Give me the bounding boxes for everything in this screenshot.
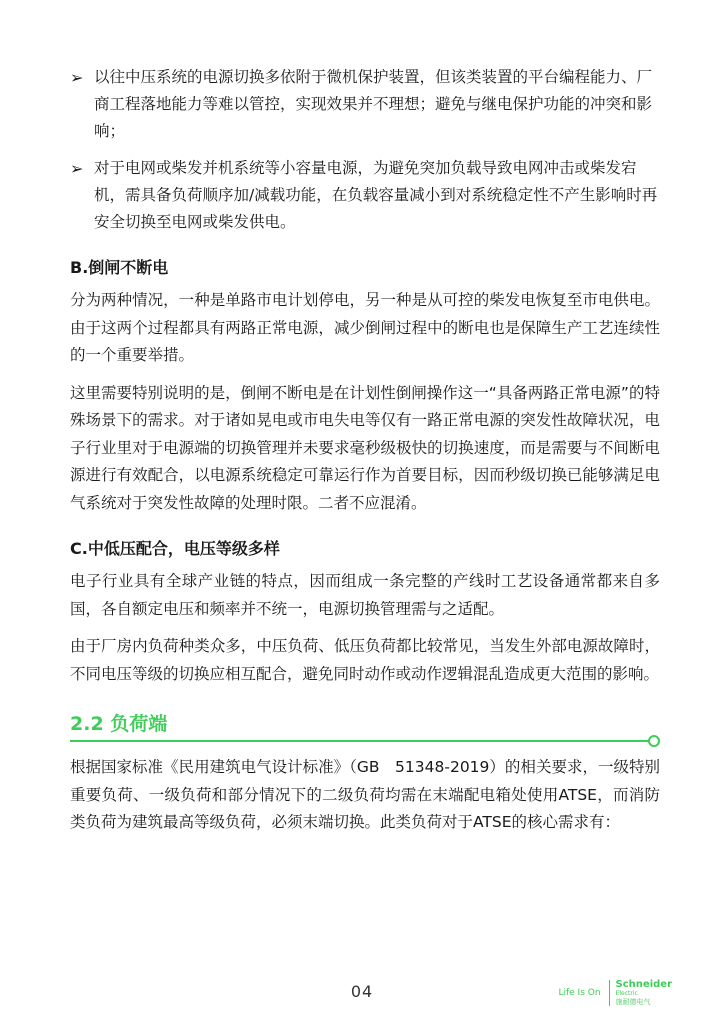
section-divider-line — [70, 740, 652, 742]
bullet-text: 对于电网或柴发并机系统等小容量电源，为避免突加负载导致电网冲击或柴发宕机，需具备负荷顺序加/减载功能，在负载容量减小到对系统稳定性不产生影响时再安全切换至电网或柴发供电。 — [94, 159, 658, 231]
section-b-heading: B.倒闸不断电 — [70, 258, 169, 277]
section-b-paragraph: 分为两种情况，一种是单路市电计划停电，另一种是从可控的柴发电恢复至市电供电。由于这两个过程都具有两路正常电源，减少倒闸过程中的断电也是保障生产工艺连续性的一个重要举措。 — [70, 291, 660, 364]
section-c-heading: C.中低压配合，电压等级多样 — [70, 539, 280, 558]
brand-subname: Electric — [615, 990, 638, 997]
schneider-logo — [616, 980, 672, 1006]
section-22-paragraph: 根据国家标准《民用建筑电气设计标准》（GB 51348-2019）的相关要求，一级特别重要负荷、一级负荷和部分情况下的二级负荷均需在末端配电箱处使用ATSE，而消防类负荷为建筑最高等级负荷，必须末端切换。此类负荷对于ATSE的核心需求有： — [70, 758, 660, 831]
brand-name: Schneider — [615, 979, 672, 990]
footer-logo — [558, 980, 672, 1006]
divider-end-circle-icon — [648, 735, 660, 747]
bullet-item — [70, 155, 660, 236]
bullet-text: 以往中压系统的电源切换多依附于微机保护装置，但该类装置的平台编程能力、厂商工程落地能力等难以管控，实现效果并不理想；避免与继电保护功能的冲突和影响； — [94, 68, 653, 140]
arrow-bullet-icon: ➢ — [70, 159, 84, 178]
section-c-paragraph: 电子行业具有全球产业链的特点，因而组成一条完整的产线时工艺设备通常都来自多国，各自额定电压和频率并不统一，电源切换管理需与之适配。 — [70, 572, 660, 618]
section-c-paragraph: 由于厂房内负荷种类众多，中压负荷、低压负荷都比较常见，当发生外部电源故障时，不同电压等级的切换应相互配合，避免同时动作或动作逻辑混乱造成更大范围的影响。 — [70, 637, 660, 683]
section-22-title: 2.2 负荷端 — [70, 713, 168, 735]
section-b-paragraph: 这里需要特别说明的是，倒闸不断电是在计划性倒闸操作这一“具备两路正常电源”的特殊场景下的需求。对于诸如晃电或市电失电等仅有一路正常电源的突发性故障状况，电子行业里对于电源端的切换管理并未要求毫秒级极快的切换速度，而是需要与不间断电源进行有效配合，以电源系统稳定可靠运行作为首要目标，因而秒级切换已能够满足电气系统对于突发性故障的处理时限。二者不应混淆。 — [70, 383, 660, 512]
arrow-bullet-icon: ➢ — [70, 68, 84, 87]
page-number: 04 — [350, 982, 374, 1001]
brand-chinese-name: 施耐德电气 — [615, 998, 651, 1006]
bullet-item — [70, 64, 660, 145]
life-is-on-tagline: Life Is On — [558, 988, 601, 998]
section-22-header — [70, 710, 660, 742]
page-content — [70, 64, 660, 847]
logo-separator — [609, 980, 610, 1006]
